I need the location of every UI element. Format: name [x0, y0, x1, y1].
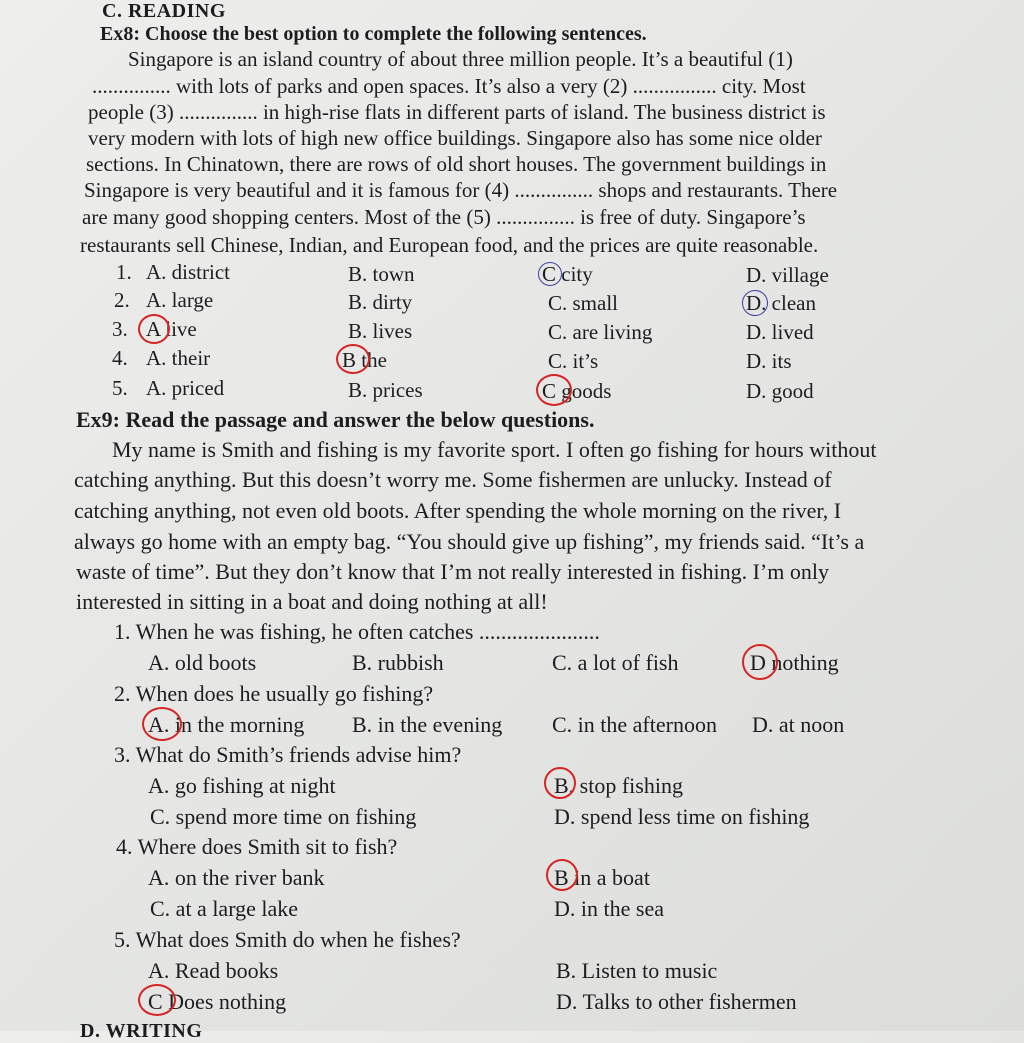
question-number: 3. — [112, 317, 128, 341]
ex9-passage-line: waste of time”. But they don’t know that I’m not really interested in fishing. I’m only — [76, 559, 829, 584]
answer-circle-ex8-q2-d — [742, 290, 768, 316]
question-number: 4. — [112, 346, 128, 370]
option-d: D. at noon — [752, 712, 845, 737]
option-d: D. clean — [746, 291, 816, 315]
option-a: A. district — [146, 260, 230, 284]
ex9-passage-line: catching anything, not even old boots. After spending the whole morning on the river, I — [74, 498, 842, 523]
section-writing-heading: D. WRITING — [80, 1020, 203, 1042]
option-a: A. Read books — [148, 958, 279, 983]
option-c: C. a lot of fish — [552, 650, 679, 675]
ex8-passage-line: are many good shopping centers. Most of the (5) ............... is free of duty. Singapore’s — [82, 205, 806, 229]
ex9-passage-line: catching anything. But this doesn’t worry me. Some fishermen are unlucky. Instead of — [74, 467, 832, 492]
option-d: D. lived — [746, 320, 814, 344]
option-c: C Does nothing — [148, 989, 287, 1014]
option-d: D. Talks to other fishermen — [556, 989, 797, 1014]
answer-circle-ex8-q3-a — [138, 314, 170, 344]
answer-circle-ex9-q2-a — [142, 707, 182, 741]
option-b: B in a boat — [554, 865, 650, 890]
option-a: A. go fishing at night — [148, 773, 336, 798]
option-c: C. spend more time on fishing — [150, 804, 417, 829]
option-c: C. it’s — [548, 349, 599, 373]
option-a: A. priced — [146, 376, 225, 400]
ex8-passage-line: very modern with lots of high new office buildings. Singapore also has some nice older — [88, 126, 822, 150]
option-b: B. in the evening — [352, 712, 503, 737]
option-a: A. in the morning — [148, 712, 305, 737]
option-c: C. at a large lake — [150, 896, 299, 921]
ex9-title: Ex9: Read the passage and answer the below questions. — [76, 407, 595, 432]
option-b: B. stop fishing — [554, 773, 683, 798]
ex8-passage-line: Singapore is an island country of about three million people. It’s a beautiful (1) — [128, 47, 793, 71]
option-c: C city — [542, 262, 593, 286]
option-d: D. village — [746, 263, 829, 287]
option-a: A. their — [146, 346, 211, 370]
option-b: B. dirty — [348, 290, 413, 314]
answer-circle-ex8-q1-c — [538, 262, 562, 286]
option-a: A. old boots — [148, 650, 257, 675]
question-number: 5. — [112, 376, 128, 400]
question-number: 2. — [114, 288, 130, 312]
ex9-passage-line: interested in sitting in a boat and doing nothing at all! — [76, 589, 548, 614]
option-d: D. spend less time on fishing — [554, 804, 810, 829]
question-number: 1. — [116, 260, 132, 284]
option-a: A. large — [146, 288, 214, 312]
ex8-passage-line: restaurants sell Chinese, Indian, and European food, and the prices are quite reasonable. — [80, 233, 819, 257]
option-b: B. prices — [348, 378, 423, 402]
answer-circle-ex9-q1-d — [742, 644, 778, 680]
ex9-passage-line: always go home with an empty bag. “You should give up fishing”, my friends said. “It’s a — [74, 529, 865, 554]
option-a: A live — [146, 317, 197, 341]
question-stem: 5. What does Smith do when he fishes? — [114, 927, 461, 952]
option-d: D. good — [746, 379, 814, 403]
answer-circle-ex8-q5-c — [536, 374, 572, 406]
option-b: B. town — [348, 262, 415, 286]
ex8-passage-line: ............... with lots of parks and open spaces. It’s also a very (2) ................ city. Most — [92, 74, 806, 98]
ex8-passage-line: sections. In Chinatown, there are rows of old short houses. The government buildings in — [86, 152, 827, 176]
option-c: C. small — [548, 291, 619, 315]
option-c: C. are living — [548, 320, 653, 344]
option-c: C goods — [542, 379, 612, 403]
option-b: B. Listen to music — [556, 958, 718, 983]
option-b: B the — [342, 348, 387, 372]
question-stem: 4. Where does Smith sit to fish? — [116, 834, 398, 859]
ex9-passage-line: My name is Smith and fishing is my favorite sport. I often go fishing for hours without — [112, 437, 877, 462]
answer-circle-ex9-q3-b — [544, 767, 576, 799]
option-b: B. lives — [348, 319, 413, 343]
option-d: D. its — [746, 349, 792, 373]
question-stem: 1. When he was fishing, he often catches ...................... — [114, 619, 600, 644]
question-stem: 2. When does he usually go fishing? — [114, 681, 434, 706]
option-a: A. on the river bank — [148, 865, 325, 890]
section-reading-heading: C. READING — [102, 0, 226, 22]
option-c: C. in the afternoon — [552, 712, 717, 737]
option-d: D nothing — [750, 650, 839, 675]
question-stem: 3. What do Smith’s friends advise him? — [114, 742, 462, 767]
answer-circle-ex9-q5-c — [138, 984, 176, 1016]
ex8-passage-line: Singapore is very beautiful and it is famous for (4) ............... shops and restaurants. There — [84, 178, 838, 202]
ex8-title: Ex8: Choose the best option to complete the following sentences. — [100, 23, 647, 45]
answer-circle-ex8-q4-b — [336, 344, 370, 374]
option-b: B. rubbish — [352, 650, 444, 675]
option-d: D. in the sea — [554, 896, 664, 921]
answer-circle-ex9-q4-b — [546, 859, 578, 891]
ex8-passage-line: people (3) ............... in high-rise flats in different parts of island. The business district is — [88, 100, 826, 124]
